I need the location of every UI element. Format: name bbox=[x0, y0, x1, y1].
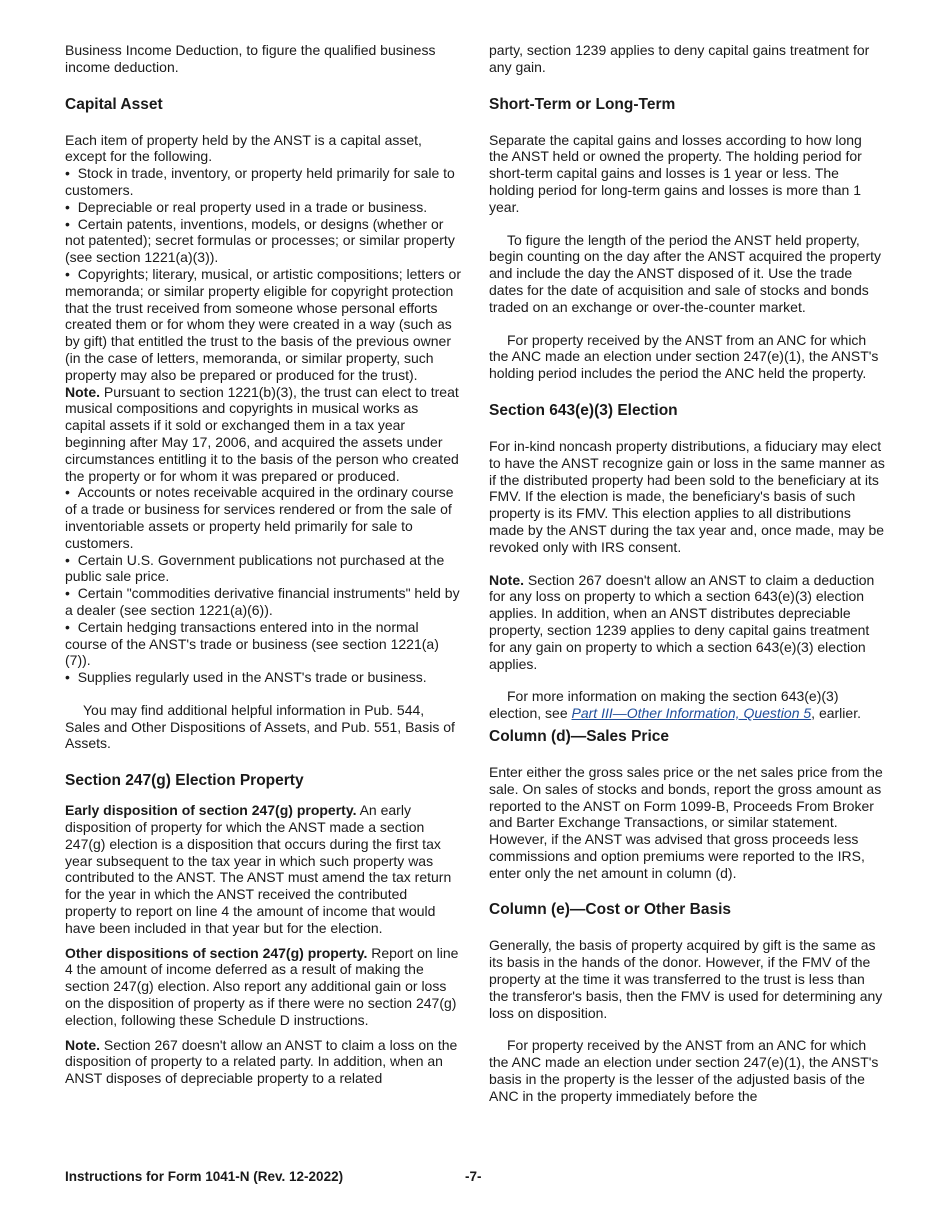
left-intro-text: Business Income Deduction, to figure the qualified business income deduction. bbox=[65, 42, 436, 75]
capital-asset-bullet: • Copyrights; literary, musical, or artistic compositions; letters or memoranda; or similar property eligible for copyright protection that the trust received from someone whose personal efforts created them or for whom they were created in a way (such as by gift) that entitled the trust to the basis of the previous owner (in the case of letters, memoranda, or similar property, such property may also be prepared or produced for the trust). bbox=[65, 266, 461, 384]
capital-asset-note bbox=[65, 384, 461, 485]
footer-page-number: -7- bbox=[465, 1169, 482, 1184]
note-label: Note. bbox=[65, 383, 100, 400]
capital-asset-bullet: • Certain hedging transactions entered into in the normal course of the ANST's trade or business (see section 1221(a)(7)). bbox=[65, 619, 461, 669]
other-dispositions-paragraph bbox=[65, 945, 461, 1029]
capital-asset-bullet: • Certain U.S. Government publications not purchased at the public sale price. bbox=[65, 552, 461, 586]
election-property-heading: Section 247(g) Election Property bbox=[65, 772, 304, 790]
note-text: Section 267 doesn't allow an ANST to claim a deduction for any loss on property to which a section 643(e)(3) election applies. In addition, when an ANST distributes depreciable property, section 1239 applies to deny capital gains treatment for any gain on property to which a section 643(e)(3) election applies. bbox=[489, 571, 875, 672]
election-643-more-info bbox=[489, 688, 885, 722]
note-label: Note. bbox=[65, 1036, 100, 1053]
election-property-note bbox=[65, 1037, 461, 1087]
capital-asset-bullet: • Certain patents, inventions, models, or designs (whether or not patented); secret formulas or processes; or similar property (see section 1221(a)(3)). bbox=[65, 216, 461, 266]
column-e-paragraph: For property received by the ANST from an ANC for which the ANC made an election under section 247(e)(1), the ANST's basis in the property is the lesser of the adjusted basis of the ANC in the property immediately before the bbox=[489, 1037, 879, 1104]
note-text: Pursuant to section 1221(b)(3), the trust can elect to treat musical compositions and copyrights in musical works as capital assets if it sold or exchanged them in a tax year beginning after May 17, 2006, and acquired the assets under circumstances entitling it to the basis of the person who created the property or for whom it was prepared or produced. bbox=[65, 383, 459, 484]
capital-asset-more-info: You may find additional helpful information in Pub. 544, Sales and Other Dispositions of Assets, and Pub. 551, Basis of Assets. bbox=[65, 701, 455, 752]
column-d-paragraph: Enter either the gross sales price or the net sales price from the sale. On sales of stocks and bonds, report the gross amount as reported to the ANST on Form 1099-B, Proceeds From Broker and Barter Exchange Transactions, or similar statement. However, if the ANST was advised that gross proceeds less commissions and option premiums were reported to the IRS, enter only the net amount in column (d). bbox=[489, 763, 883, 881]
capital-asset-heading: Capital Asset bbox=[65, 95, 163, 113]
more-info-prefix: For more information on making the section 643(e)(3) election, see bbox=[489, 688, 839, 722]
capital-asset-bullet: • Depreciable or real property used in a trade or business. bbox=[65, 199, 461, 216]
capital-asset-bullet: • Stock in trade, inventory, or property held primarily for sale to customers. bbox=[65, 165, 461, 199]
election-643-paragraph: For in-kind noncash property distributions, a fiduciary may elect to have the ANST recognize gain or loss in the same manner as if the distributed property had been sold to the beneficiary at its FMV. If the election is made, the beneficiary's basis of such property is its FMV. This election applies to all distributions made by the ANST during the tax year and, once made, may be revoked only with IRS consent. bbox=[489, 437, 885, 555]
footer-form-title: Instructions for Form 1041-N (Rev. 12-2022) bbox=[65, 1169, 344, 1184]
right-column bbox=[489, 42, 885, 1105]
left-column bbox=[65, 42, 461, 1087]
short-long-paragraph: To figure the length of the period the ANST held property, begin counting on the day after the ANST acquired the property and include the day the ANST disposed of it. Use the trade dates for the date of acquisition and sale of stocks and bonds traded on an exchange or over-the-counter market. bbox=[489, 231, 881, 315]
column-e-heading: Column (e)—Cost or Other Basis bbox=[489, 901, 731, 919]
election-643-note bbox=[489, 572, 885, 673]
early-disposition-text: An early disposition of property for which the ANST made a section 247(g) election is a disposition that occurs during the first tax year subsequent to the tax year in which such property was contributed to the ANST. The ANST must amend the tax return for the year in which the ANST received the contributed property to report on line 4 the amount of income that would have been included in that year but for the election. bbox=[65, 802, 452, 936]
early-disposition-label: Early disposition of section 247(g) property. bbox=[65, 802, 357, 819]
short-long-paragraph: For property received by the ANST from an ANC for which the ANC made an election under section 247(e)(1), the ANST's holding period includes the period the ANC held the property. bbox=[489, 331, 879, 382]
column-e-paragraph: Generally, the basis of property acquired by gift is the same as its basis in the hands of the donor. However, if the FMV of the property at the time it was transferred to the trust is less than the transferor's basis, then the FMV is used for determining any loss on disposition. bbox=[489, 937, 883, 1021]
capital-asset-bullet: • Supplies regularly used in the ANST's trade or business. bbox=[65, 669, 461, 686]
part-iii-question-5-link[interactable]: Part III—Other Information, Question 5 bbox=[571, 705, 812, 722]
election-643-heading: Section 643(e)(3) Election bbox=[489, 401, 678, 419]
early-disposition-paragraph bbox=[65, 802, 461, 936]
right-intro-text: party, section 1239 applies to deny capital gains treatment for any gain. bbox=[489, 42, 870, 75]
capital-asset-bullet: • Certain "commodities derivative financial instruments" held by a dealer (see section 1221(a)(6)). bbox=[65, 585, 461, 619]
more-info-suffix: , earlier. bbox=[811, 705, 861, 722]
note-text: Section 267 doesn't allow an ANST to claim a loss on the disposition of property to a related party. In addition, when an ANST disposes of depreciable property to a related bbox=[65, 1036, 458, 1087]
note-label: Note. bbox=[489, 571, 524, 588]
short-long-paragraph: Separate the capital gains and losses according to how long the ANST held or owned the property. The holding period for short-term capital gains and losses is 1 year or less. The holding period for long-term gains and losses is more than 1 year. bbox=[489, 131, 862, 215]
column-d-heading: Column (d)—Sales Price bbox=[489, 727, 670, 745]
capital-asset-intro: Each item of property held by the ANST is a capital asset, except for the following. bbox=[65, 131, 422, 165]
other-dispositions-label: Other dispositions of section 247(g) property. bbox=[65, 944, 368, 961]
short-long-heading: Short-Term or Long-Term bbox=[489, 95, 676, 113]
capital-asset-bullet: • Accounts or notes receivable acquired in the ordinary course of a trade or business for services rendered or from the sale of inventoriable assets or property held primarily for sale to customers. bbox=[65, 484, 461, 551]
other-dispositions-text: Report on line 4 the amount of income deferred as a result of making the section 247(g) election. Also report any additional gain or loss on the disposition of property as if there were no section 247(g) election, following these Schedule D instructions. bbox=[65, 944, 459, 1028]
